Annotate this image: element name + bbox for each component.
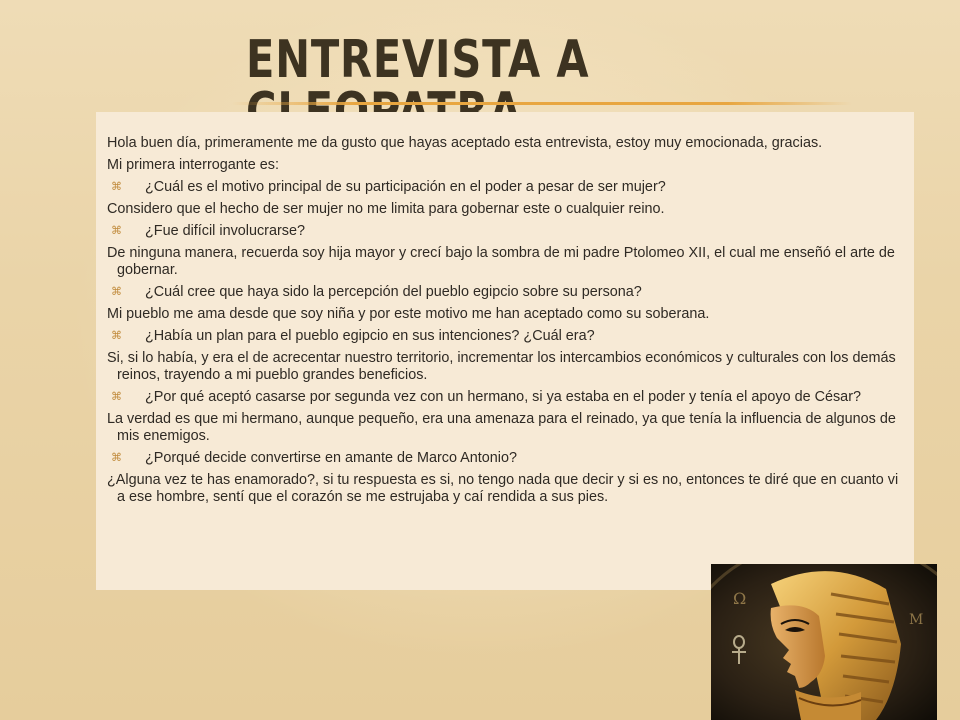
bullet-icon: ⌘	[111, 391, 122, 403]
paragraph-text: ¿Cuál es el motivo principal de su participación en el poder a pesar de ser mujer?	[145, 179, 666, 195]
paragraph-text: ¿Alguna vez te has enamorado?, si tu respuesta es si, no tengo nada que decir y si es no, entonces te diré que en cuanto vi a ese hombre, sentí que el corazón se me estrujaba y caí rendida a sus pies.	[107, 472, 899, 505]
answer-paragraph	[107, 306, 907, 323]
coin-portrait-icon	[711, 564, 937, 720]
bullet-icon: ⌘	[111, 225, 122, 237]
svg-text:Ω: Ω	[733, 589, 747, 608]
cleopatra-portrait-image	[711, 564, 937, 720]
answer-paragraph	[107, 350, 907, 384]
answer-paragraph	[107, 245, 907, 279]
bullet-icon: ⌘	[111, 286, 122, 298]
question-bullet-item	[107, 389, 907, 406]
answer-paragraph	[107, 201, 907, 218]
answer-paragraph	[107, 157, 907, 174]
bullet-icon: ⌘	[111, 330, 122, 342]
question-bullet-item	[107, 179, 907, 196]
bullet-icon: ⌘	[111, 452, 122, 464]
paragraph-text: Considero que el hecho de ser mujer no me limita para gobernar este o cualquier reino.	[107, 201, 665, 217]
title-underline	[232, 102, 852, 105]
question-bullet-item	[107, 284, 907, 301]
answer-paragraph	[107, 411, 907, 445]
paragraph-text: ¿Había un plan para el pueblo egipcio en sus intenciones? ¿Cuál era?	[145, 328, 595, 344]
content-text	[107, 135, 907, 511]
paragraph-text: Hola buen día, primeramente me da gusto que hayas aceptado esta entrevista, estoy muy emocionada, gracias.	[107, 135, 823, 151]
paragraph-text: Mi primera interrogante es:	[107, 157, 279, 173]
paragraph-text: Mi pueblo me ama desde que soy niña y por este motivo me han aceptado como su soberana.	[107, 306, 710, 322]
question-bullet-item	[107, 223, 907, 240]
bullet-icon: ⌘	[111, 181, 122, 193]
answer-paragraph	[107, 472, 907, 506]
paragraph-text: ¿Porqué decide convertirse en amante de Marco Antonio?	[145, 450, 517, 466]
paragraph-text: La verdad es que mi hermano, aunque pequeño, era una amenaza para el reinado, ya que tenía la influencia de algunos de mis enemigos.	[107, 411, 896, 444]
paragraph-text: De ninguna manera, recuerda soy hija mayor y crecí bajo la sombra de mi padre Ptolomeo XII, el cual me enseñó el arte de gobernar.	[107, 245, 895, 278]
svg-text:M: M	[909, 612, 924, 628]
paragraph-text: Si, si lo había, y era el de acrecentar nuestro territorio, incrementar los intercambios económicos y culturales con los demás reinos, trayendo a mi pueblo grandes beneficios.	[107, 350, 896, 383]
paragraph-text: ¿Cuál cree que haya sido la percepción del pueblo egipcio sobre su persona?	[145, 284, 642, 300]
paragraph-text: ¿Fue difícil involucrarse?	[145, 223, 305, 239]
question-bullet-item	[107, 328, 907, 345]
answer-paragraph	[107, 135, 907, 152]
paragraph-text: ¿Por qué aceptó casarse por segunda vez con un hermano, si ya estaba en el poder y tenía el apoyo de César?	[145, 389, 861, 405]
slide-title: ENTREVISTA A	[246, 30, 590, 90]
question-bullet-item	[107, 450, 907, 467]
